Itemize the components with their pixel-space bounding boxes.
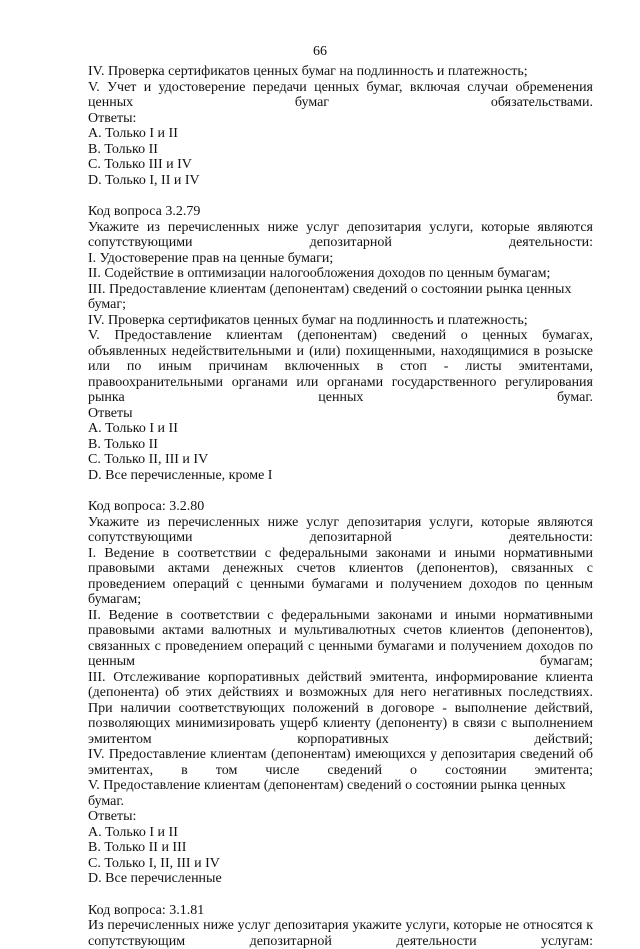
list-item: IV. Предоставление клиентам (депонентам) имеющихся у депозитария сведений об эмитентах, в том числе сведений о состоянии эмитента; [88,747,593,778]
answer-option: C. Только III и IV [88,157,593,173]
list-item: II. Содействие в оптимизации налогообложения доходов по ценным бумагам; [88,266,593,282]
top-block [88,64,593,188]
list-item: I. Ведение в соответствии с федеральными законами и иными нормативными правовыми актами денежных счетов клиентов (депонентов), связанных с проведением операций с ценными бумагами и получением доходов по ценным бумагам; [88,546,593,608]
question-code: Код вопроса 3.2.79 [88,204,593,220]
question-3-1-81 [88,903,593,949]
answers-label: Ответы: [88,809,593,825]
list-item: III. Предоставление клиентам (депонентам) сведений о состоянии рынка ценных бумаг; [88,282,593,313]
answers-label: Ответы [88,406,593,422]
list-item: V. Предоставление клиентам (депонентам) сведений о состоянии рынка ценных бумаг. [88,778,593,809]
page-number: 66 [0,44,640,60]
answer-option: C. Только I, II, III и IV [88,856,593,872]
page-content [88,64,593,949]
answer-option: A. Только I и II [88,825,593,841]
list-item: V. Предоставление клиентам (депонентам) сведений о ценных бумагах, объявленных недействительными и (или) похищенными, находящимися в розыске или по иным причинам включенных в стоп - листы эмитентами, правоохранительными органами или органами государственного регулирования рынка ценных бумаг. [88,328,593,406]
question-prompt: Укажите из перечисленных ниже услуг депозитария услуги, которые являются сопутствующими депозитарной деятельности: [88,220,593,251]
answers-label: Ответы: [88,111,593,127]
list-item: IV. Проверка сертификатов ценных бумаг на подлинность и платежность; [88,313,593,329]
answer-option: A. Только I и II [88,126,593,142]
question-prompt: Из перечисленных ниже услуг депозитария укажите услуги, которые не относятся к сопутствующим депозитарной деятельности услугам: [88,918,593,949]
list-item: III. Отслеживание корпоративных действий эмитента, информирование клиента (депонента) об этих действиях и возможных для него негативных последствиях. При наличии соответствующих положений в договоре - выполнение действий, позволяющих минимизировать ущерб клиенту (депоненту) в связи с выполнением эмитентом корпоративных действий; [88,670,593,748]
answer-option: A. Только I и II [88,421,593,437]
question-code: Код вопроса: 3.1.81 [88,903,593,919]
answer-option: D. Только I, II и IV [88,173,593,189]
list-item: I. Удостоверение прав на ценные бумаги; [88,251,593,267]
answer-option: C. Только II, III и IV [88,452,593,468]
answer-option: B. Только II и III [88,840,593,856]
question-prompt: Укажите из перечисленных ниже услуг депозитария услуги, которые являются сопутствующими депозитарной деятельности: [88,515,593,546]
answer-option: B. Только II [88,142,593,158]
list-item: II. Ведение в соответствии с федеральными законами и иными нормативными правовыми актами валютных и мультивалютных счетов клиентов (депонентов), связанных с проведением операций с ценными бумагами и получением доходов по ценным бумагам; [88,608,593,670]
question-3-2-80 [88,499,593,887]
answer-option: B. Только II [88,437,593,453]
list-item: V. Учет и удостоверение передачи ценных бумаг, включая случаи обременения ценных бумаг обязательствами. [88,80,593,111]
answer-option: D. Все перечисленные [88,871,593,887]
question-3-2-79 [88,204,593,483]
list-item: IV. Проверка сертификатов ценных бумаг на подлинность и платежность; [88,64,593,80]
question-code: Код вопроса: 3.2.80 [88,499,593,515]
answer-option: D. Все перечисленные, кроме I [88,468,593,484]
